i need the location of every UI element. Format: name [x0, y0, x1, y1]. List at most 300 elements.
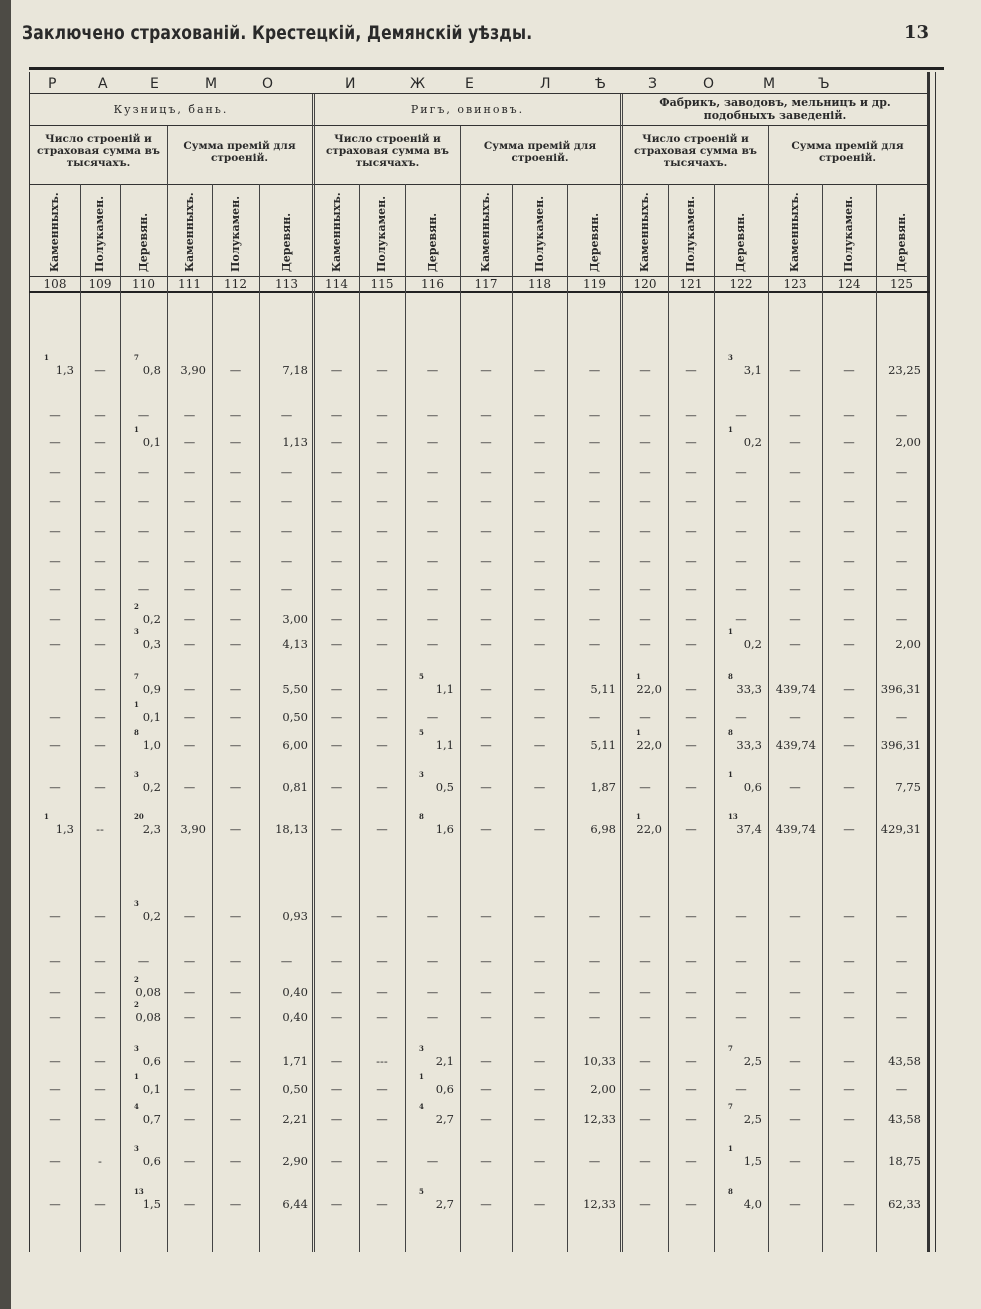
table-cell: — [588, 1154, 601, 1168]
table-cell: 12,33 [583, 1112, 616, 1126]
table-cell: — [330, 985, 343, 999]
table-cell: — [229, 554, 242, 568]
building-count: 2 [134, 602, 139, 611]
table-cell: — [735, 612, 747, 626]
table-cell: 0,7 [142, 1112, 161, 1126]
table-cell: — [426, 435, 439, 449]
table-cell: — [183, 494, 196, 508]
table-cell: — [533, 1197, 546, 1211]
table-cell: — [229, 435, 242, 449]
table-cell: — [49, 1197, 61, 1211]
title-letter: Е [150, 76, 159, 92]
table-cell: — [137, 954, 150, 968]
table-cell: — [94, 465, 106, 479]
table-cell: — [229, 738, 242, 752]
table-cell: — [376, 985, 388, 999]
table-cell: — [843, 954, 855, 968]
table-cell: — [533, 465, 546, 479]
table-cell: — [183, 1082, 196, 1096]
table-cell: 0,1 [142, 435, 161, 449]
table-cell: 396,31 [880, 682, 921, 696]
table-cell: — [480, 637, 492, 651]
table-cell: 23,25 [888, 363, 921, 377]
table-cell: — [137, 582, 150, 596]
title-letter: А [98, 76, 108, 92]
table-cell: — [480, 363, 492, 377]
table-cell: — [480, 738, 492, 752]
table-cell: 3,1 [743, 363, 762, 377]
table-cell: — [639, 954, 651, 968]
table-cell: 0,8 [142, 363, 161, 377]
building-count: 5 [419, 728, 424, 737]
table-cell: — [685, 710, 697, 724]
table-cell: — [588, 435, 601, 449]
table-cell: 0,6 [435, 1082, 454, 1096]
table-cell: — [426, 363, 439, 377]
subgroup-header: Сумма премій для строеній. [483, 140, 597, 164]
table-cell: — [588, 954, 601, 968]
table-cell: — [588, 582, 601, 596]
table-cell: — [789, 582, 801, 596]
page-title: Заключено страхованій. Крестецкій, Демянскій уѣзды. [22, 22, 533, 44]
table-cell: — [895, 1010, 908, 1024]
rule-under-title [29, 93, 930, 94]
table-cell: — [639, 363, 651, 377]
table-cell: — [330, 465, 343, 479]
table-cell: — [280, 465, 293, 479]
table-cell: 6,00 [282, 738, 308, 752]
table-cell: — [376, 465, 388, 479]
group-separator [620, 94, 623, 1252]
title-letter: Е [465, 76, 474, 92]
table-cell: — [685, 954, 697, 968]
table-cell: — [843, 637, 855, 651]
table-cell: — [49, 738, 61, 752]
table-cell: — [229, 954, 242, 968]
table-cell: — [735, 408, 747, 422]
table-cell: — [480, 954, 492, 968]
table-cell: — [639, 909, 651, 923]
column-header: Каменныхъ. [48, 192, 61, 272]
table-cell: 429,31 [880, 822, 921, 836]
table-cell: — [533, 612, 546, 626]
table-cell: — [183, 710, 196, 724]
table-cell: — [376, 1197, 388, 1211]
table-cell: — [330, 1010, 343, 1024]
table-cell: — [94, 554, 106, 568]
table-cell: — [480, 1082, 492, 1096]
table-cell: — [280, 494, 293, 508]
table-cell: — [789, 637, 801, 651]
table-cell: 439,74 [775, 682, 816, 696]
table-cell: — [588, 494, 601, 508]
table-cell: — [843, 780, 855, 794]
column-number: 124 [837, 277, 861, 291]
table-cell: — [94, 954, 106, 968]
table-cell: — [94, 909, 106, 923]
table-cell: — [533, 637, 546, 651]
table-cell: — [183, 1112, 196, 1126]
building-count: 2 [134, 1000, 139, 1009]
title-letter: Р [48, 76, 57, 92]
table-cell: — [685, 822, 697, 836]
table-cell: — [843, 435, 855, 449]
table-cell: — [588, 637, 601, 651]
table-cell: — [895, 954, 908, 968]
table-cell: 396,31 [880, 738, 921, 752]
table-cell: — [480, 465, 492, 479]
table-cell: — [895, 985, 908, 999]
table-cell: — [789, 554, 801, 568]
table-cell: 5,50 [282, 682, 308, 696]
table-cell: — [376, 637, 388, 651]
table-cell: -- [96, 822, 104, 836]
table-cell: 0,6 [142, 1154, 161, 1168]
table-cell: — [49, 1054, 61, 1068]
title-letter: О [703, 76, 715, 92]
table-cell: 22,0 [636, 822, 662, 836]
table-cell: 7,75 [895, 780, 921, 794]
table-cell: — [639, 1112, 651, 1126]
building-count: 3 [134, 1144, 139, 1153]
subgroup-header: Число строеній и страховая сумма въ тысячахъ. [326, 133, 449, 169]
table-cell: — [533, 780, 546, 794]
table-cell: — [94, 408, 106, 422]
table-cell: 2,21 [282, 1112, 308, 1126]
column-number: 113 [275, 277, 298, 291]
table-cell: — [330, 822, 343, 836]
group-header: Фабрикъ, заводовъ, мельницъ и др. подобныхъ заведеній. [659, 96, 891, 122]
building-count: 5 [419, 1187, 424, 1196]
table-cell: 2,00 [895, 637, 921, 651]
building-count: 1 [419, 1072, 424, 1081]
building-count: 3 [134, 899, 139, 908]
building-count: 3 [134, 627, 139, 636]
table-cell: — [685, 985, 697, 999]
table-cell: — [426, 612, 439, 626]
table-cell: — [843, 909, 855, 923]
table-cell: — [183, 682, 196, 696]
table-cell: — [376, 582, 388, 596]
table-cell: — [639, 408, 651, 422]
table-cell: — [49, 554, 61, 568]
column-header: Деревян. [279, 212, 293, 272]
table-cell: — [280, 408, 293, 422]
table-cell: — [789, 1112, 801, 1126]
table-cell: — [49, 435, 61, 449]
building-count: 8 [728, 1187, 733, 1196]
table-cell: — [94, 682, 106, 696]
table-cell: — [639, 435, 651, 449]
table-cell: — [229, 710, 242, 724]
table-cell: — [685, 494, 697, 508]
table-cell: — [480, 582, 492, 596]
table-cell: — [183, 637, 196, 651]
table-cell: — [480, 1054, 492, 1068]
table-cell: — [137, 524, 150, 538]
table-cell: — [426, 710, 439, 724]
table-cell: — [330, 780, 343, 794]
table-cell: — [49, 494, 61, 508]
title-letter: И [345, 76, 356, 92]
table-cell: — [183, 1197, 196, 1211]
table-cell: — [229, 637, 242, 651]
table-cell: 0,40 [282, 1010, 308, 1024]
table-cell: — [426, 985, 439, 999]
table-cell: — [94, 780, 106, 794]
building-count: 20 [134, 812, 144, 821]
table-cell: 33,3 [736, 738, 762, 752]
table-cell: — [183, 554, 196, 568]
table-cell: — [685, 1010, 697, 1024]
page-number: 13 [903, 22, 929, 43]
column-header: Каменныхъ. [182, 192, 196, 272]
table-cell: 1,1 [435, 738, 454, 752]
table-cell: — [376, 954, 388, 968]
building-count: 3 [134, 770, 139, 779]
table-cell: — [588, 408, 601, 422]
table-cell: — [426, 1010, 439, 1024]
table-cell: — [480, 710, 492, 724]
table-cell: — [229, 1010, 242, 1024]
table-cell: — [533, 363, 546, 377]
building-count: 1 [44, 812, 49, 821]
table-cell: — [426, 554, 439, 568]
table-cell: — [376, 682, 388, 696]
title-letter: М [763, 76, 776, 92]
table-cell: — [789, 612, 801, 626]
table-cell: — [588, 612, 601, 626]
table-cell: — [49, 1154, 61, 1168]
table-cell: — [480, 1010, 492, 1024]
table-cell: 1,13 [282, 435, 308, 449]
table-cell: — [843, 612, 855, 626]
building-count: 7 [728, 1102, 733, 1111]
table-cell: — [533, 1082, 546, 1096]
table-cell: — [330, 363, 343, 377]
table-cell: — [94, 710, 106, 724]
table-cell: — [229, 582, 242, 596]
table-cell: — [229, 909, 242, 923]
table-cell: — [789, 1010, 801, 1024]
table-cell: — [735, 582, 747, 596]
table-cell: 0,6 [743, 780, 762, 794]
table-cell: — [789, 985, 801, 999]
table-cell: — [843, 985, 855, 999]
table-cell: — [330, 1082, 343, 1096]
table-cell: — [685, 408, 697, 422]
building-count: 8 [728, 672, 733, 681]
table-cell: 33,3 [736, 682, 762, 696]
table-cell: — [229, 524, 242, 538]
building-count: 3 [728, 353, 733, 362]
table-cell: — [533, 494, 546, 508]
title-letter: Л [540, 76, 551, 92]
building-count: 13 [728, 812, 738, 821]
table-cell: 18,75 [888, 1154, 921, 1168]
table-cell: — [330, 1154, 343, 1168]
table-cell: — [330, 637, 343, 651]
table-cell: — [330, 408, 343, 422]
building-count: 1 [134, 1072, 139, 1081]
table-cell: 0,50 [282, 710, 308, 724]
table-cell: — [639, 582, 651, 596]
table-cell: — [183, 465, 196, 479]
table-cell: — [639, 710, 651, 724]
table-cell: — [639, 494, 651, 508]
building-count: 1 [134, 425, 139, 434]
table-cell: — [49, 909, 61, 923]
table-cell: 0,1 [142, 710, 161, 724]
table-cell: — [376, 554, 388, 568]
table-cell: — [480, 494, 492, 508]
table-cell: 1,3 [55, 822, 74, 836]
table-cell: — [376, 710, 388, 724]
table-cell: — [533, 1154, 546, 1168]
column-number: 111 [178, 277, 201, 291]
table-cell: — [533, 582, 546, 596]
table-cell: — [426, 408, 439, 422]
table-cell: — [183, 780, 196, 794]
table-cell: — [330, 554, 343, 568]
column-header: Деревян. [734, 212, 747, 272]
table-cell: 439,74 [775, 822, 816, 836]
table-cell: — [49, 408, 61, 422]
group-separator [312, 94, 315, 1252]
table-cell: — [533, 435, 546, 449]
column-header: Полукамен. [93, 195, 106, 272]
table-cell: — [49, 1010, 61, 1024]
table-cell: — [183, 909, 196, 923]
column-number: 118 [528, 277, 551, 291]
table-cell: --- [376, 1054, 388, 1068]
table-cell: — [639, 780, 651, 794]
building-count: 8 [728, 728, 733, 737]
table-cell: — [426, 909, 439, 923]
table-cell: — [789, 1154, 801, 1168]
table-cell: 43,58 [888, 1112, 921, 1126]
table-cell: — [789, 363, 801, 377]
table-cell: — [376, 822, 388, 836]
table-cell: 0,81 [282, 780, 308, 794]
table-cell: — [94, 738, 106, 752]
table-cell: — [533, 1112, 546, 1126]
table-cell: — [895, 465, 908, 479]
table-cell: — [183, 738, 196, 752]
table-cell: — [94, 494, 106, 508]
table-cell: — [426, 524, 439, 538]
table-cell: — [735, 554, 747, 568]
table-cell: — [426, 465, 439, 479]
table-cell: 2,5 [743, 1054, 762, 1068]
table-cell: — [789, 1054, 801, 1068]
table-cell: — [49, 465, 61, 479]
table-cell: — [480, 1197, 492, 1211]
table-cell: — [229, 1154, 242, 1168]
table-cell: — [330, 582, 343, 596]
table-cell: 3,90 [180, 822, 206, 836]
table-cell: — [685, 1054, 697, 1068]
table-cell: — [895, 524, 908, 538]
table-cell: — [330, 954, 343, 968]
table-cell: — [376, 1112, 388, 1126]
table-cell: 1,71 [282, 1054, 308, 1068]
column-header: Каменныхъ. [788, 192, 801, 272]
table-cell: — [94, 1010, 106, 1024]
table-cell: — [229, 1197, 242, 1211]
table-cell: — [376, 1010, 388, 1024]
table-cell: 0,2 [142, 909, 161, 923]
table-cell: — [843, 363, 855, 377]
table-cell: — [49, 524, 61, 538]
table-cell: — [480, 822, 492, 836]
title-letter: М [205, 76, 218, 92]
table-cell: — [94, 582, 106, 596]
building-count: 1 [728, 627, 733, 636]
table-cell: — [94, 637, 106, 651]
column-header: Полукамен. [842, 195, 855, 272]
table-cell: — [895, 554, 908, 568]
table-cell: — [376, 494, 388, 508]
table-cell: — [735, 1010, 747, 1024]
table-cell: — [843, 1112, 855, 1126]
table-cell: — [229, 682, 242, 696]
table-cell: — [94, 985, 106, 999]
table-cell: — [137, 408, 150, 422]
table-cell: — [588, 524, 601, 538]
table-cell: — [588, 465, 601, 479]
table-cell: — [330, 710, 343, 724]
table-cell: — [533, 822, 546, 836]
column-number: 116 [421, 277, 444, 291]
table-cell: — [183, 1054, 196, 1068]
top-rule [29, 67, 944, 70]
table-cell: — [685, 1082, 697, 1096]
building-count: 8 [419, 812, 424, 821]
table-cell: — [735, 494, 747, 508]
table-cell: — [330, 612, 343, 626]
table-cell: 2,00 [590, 1082, 616, 1096]
column-header: Каменныхъ. [329, 192, 343, 272]
table-cell: — [843, 710, 855, 724]
table-cell: — [229, 494, 242, 508]
table-cell: — [49, 612, 61, 626]
table-cell: 1,6 [435, 822, 454, 836]
table-cell: — [49, 582, 61, 596]
table-cell: — [735, 909, 747, 923]
table-cell: — [480, 408, 492, 422]
building-count: 4 [134, 1102, 139, 1111]
table-cell: — [685, 637, 697, 651]
table-cell: — [280, 524, 293, 538]
table-cell: — [639, 612, 651, 626]
column-header: Полукамен. [375, 195, 388, 272]
column-number: 108 [43, 277, 67, 291]
table-cell: — [183, 582, 196, 596]
table-cell: — [533, 909, 546, 923]
table-cell: — [533, 738, 546, 752]
table-cell: — [229, 780, 242, 794]
table-cell: — [685, 582, 697, 596]
table-cell: — [789, 1197, 801, 1211]
table-cell: 0,50 [282, 1082, 308, 1096]
table-cell: — [843, 738, 855, 752]
table-cell: — [843, 1054, 855, 1068]
building-count: 1 [44, 353, 49, 362]
table-cell: — [588, 909, 601, 923]
table-cell: 1,1 [435, 682, 454, 696]
title-letter: Ъ [818, 76, 830, 92]
